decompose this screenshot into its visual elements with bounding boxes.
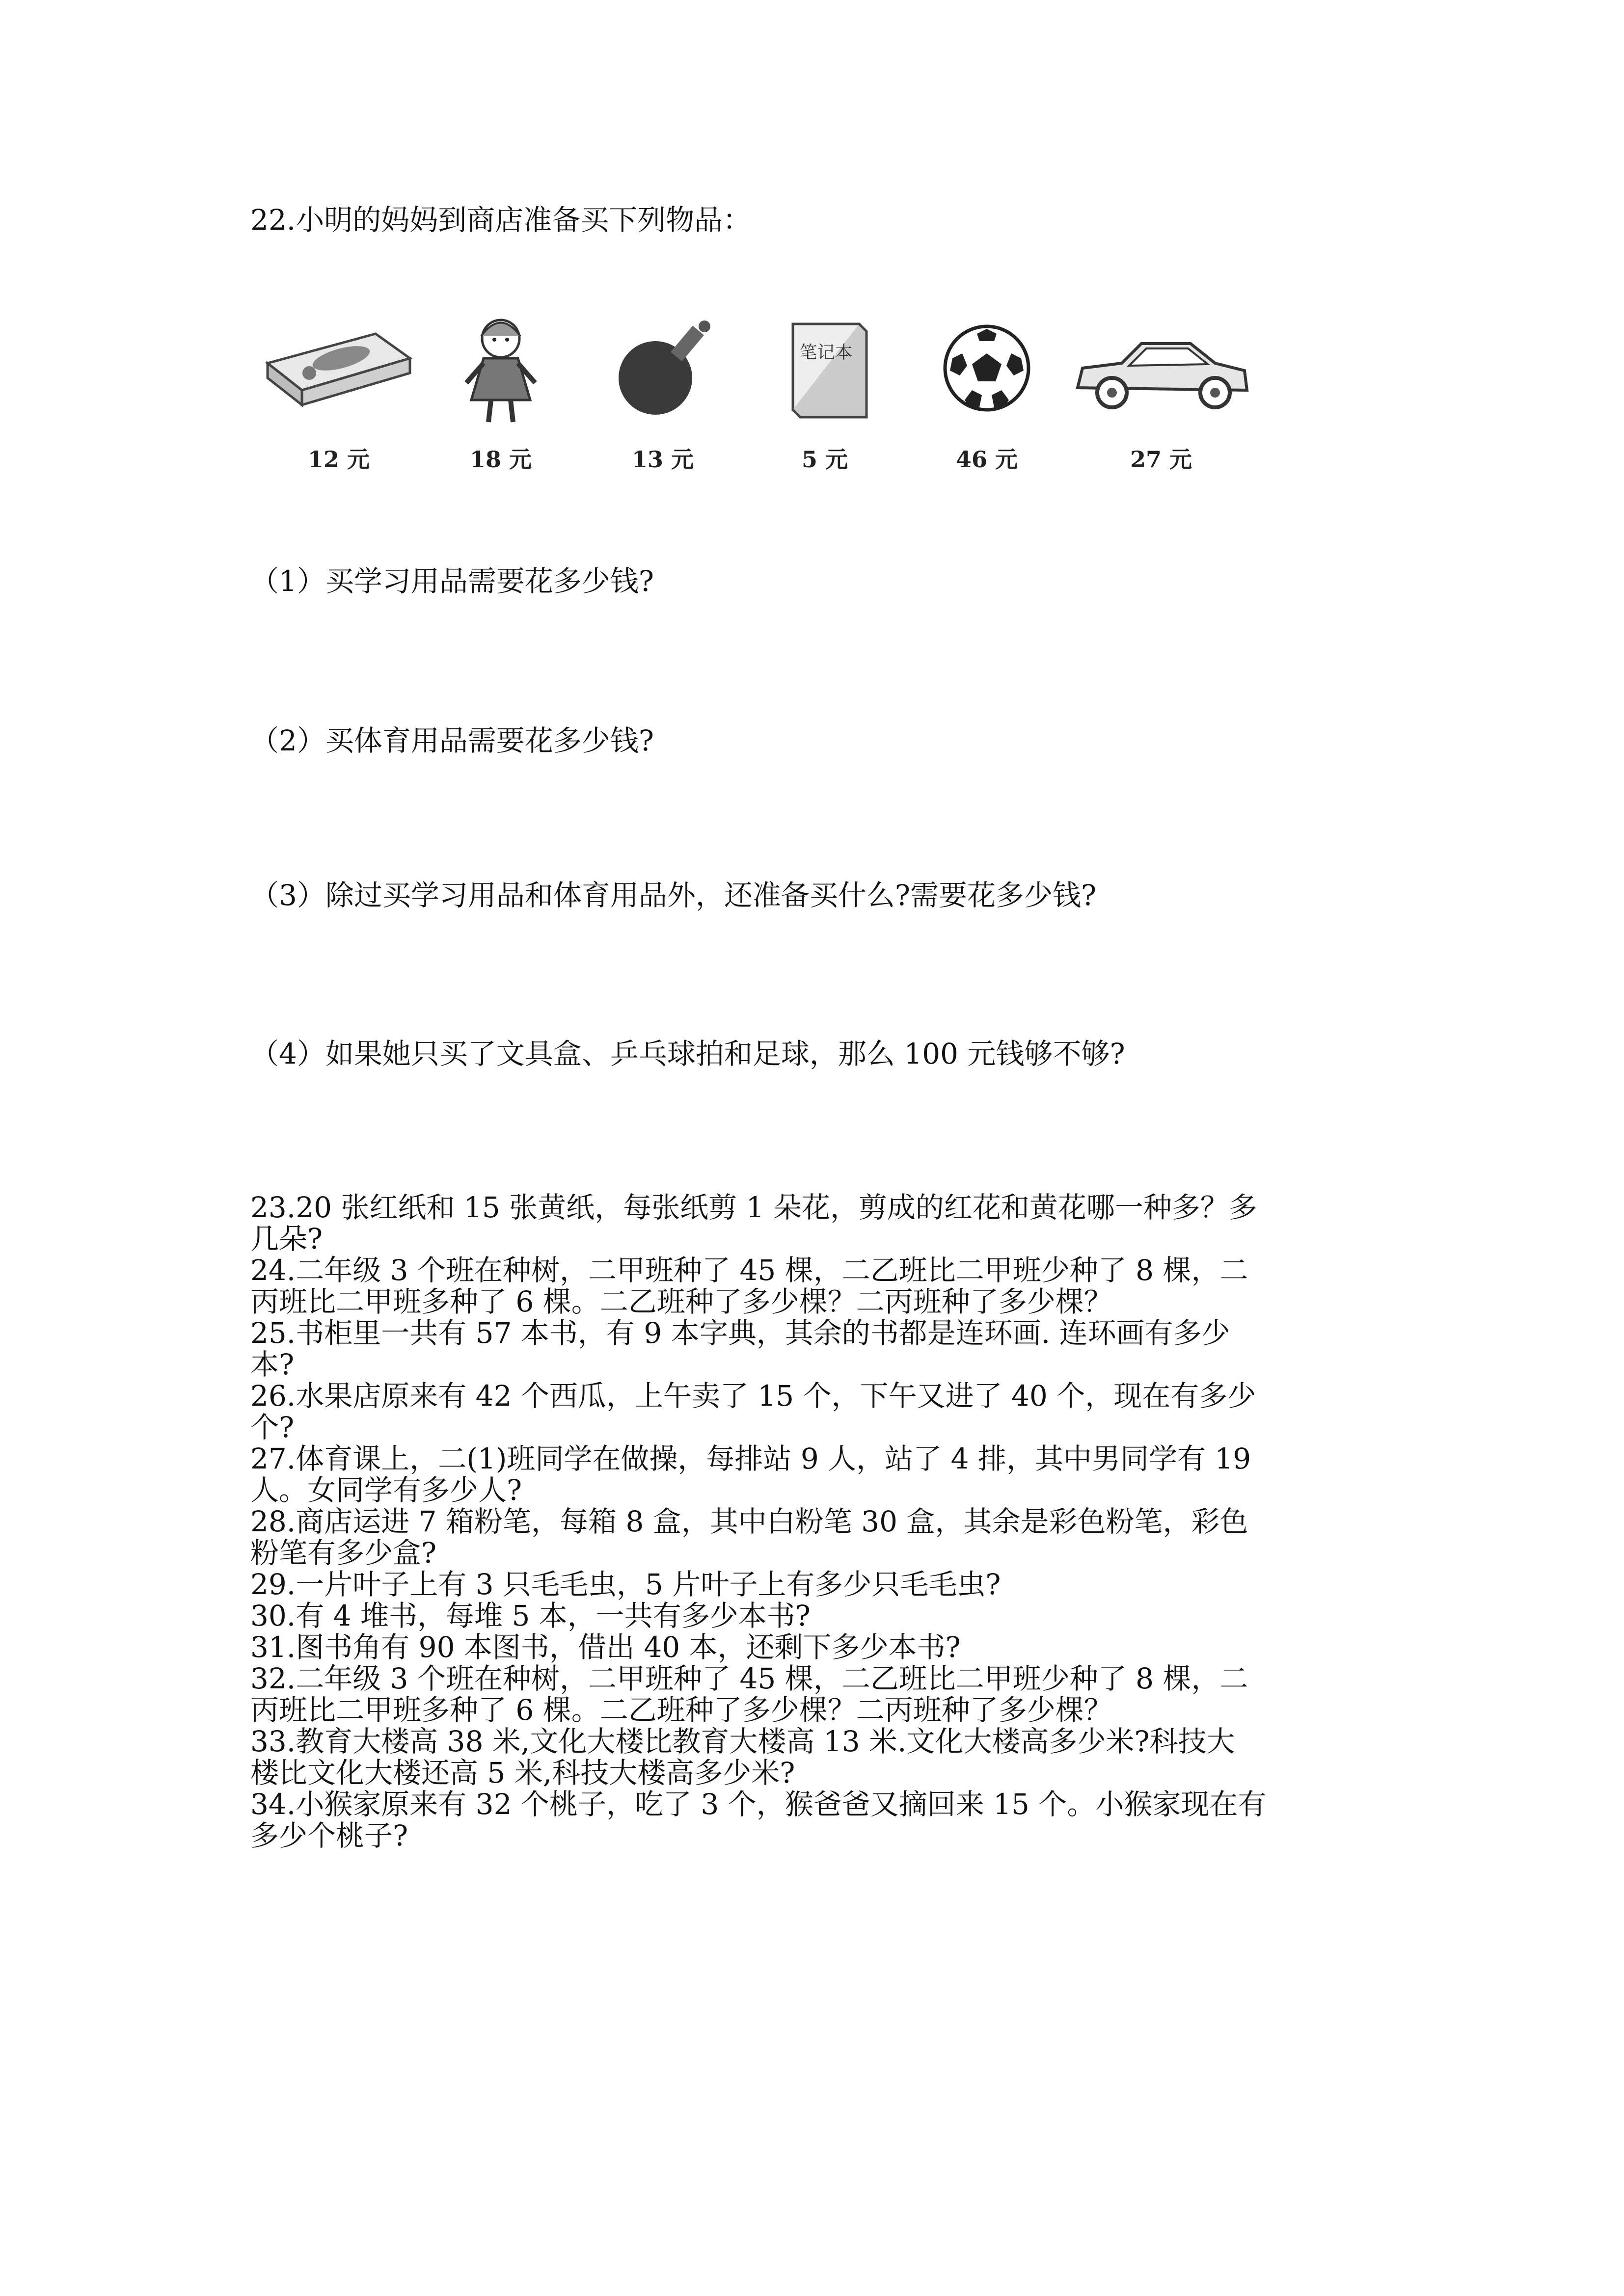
question-line: 26.水果店原来有 42 个西瓜，上午卖了 15 个，下午又进了 40 个，现在有多少: [250, 1379, 1256, 1413]
question-33: [250, 1726, 1394, 1789]
question-line: 24.二年级 3 个班在种树，二甲班种了 45 棵，二乙班比二甲班少种了 8 棵，二: [250, 1254, 1248, 1287]
notebook-cover-label: 笔记本: [799, 343, 853, 363]
item-pencil-case: [258, 304, 420, 481]
question-line: 人。女同学有多少人?: [250, 1473, 522, 1507]
item-price: 46 元: [955, 446, 1018, 473]
question-line: 楼比文化大楼还高 5 米,科技大楼高多少米?: [250, 1756, 795, 1789]
item-ping-pong-paddle: [582, 304, 744, 481]
question-28: [250, 1506, 1394, 1569]
doll-icon: [420, 304, 582, 432]
question-line: 31.图书角有 90 本图书，借出 40 本，还剩下多少本书?: [250, 1630, 961, 1664]
item-price: 27 元: [1130, 446, 1192, 473]
question-25: [250, 1317, 1394, 1380]
question-26: [250, 1380, 1394, 1443]
question-22-part-2: （2）买体育用品需要花多少钱?: [250, 724, 654, 757]
question-27: [250, 1443, 1394, 1506]
question-line: 27.体育课上，二(1)班同学在做操，每排站 9 人，站了 4 排，其中男同学有 19: [250, 1442, 1251, 1475]
item-toy-car: [1068, 304, 1254, 481]
question-line: 丙班比二甲班多种了 6 棵。二乙班种了多少棵？二丙班种了多少棵？: [250, 1285, 1112, 1318]
question-line: 本?: [250, 1348, 295, 1381]
question-line: 34.小猴家原来有 32 个桃子，吃了 3 个，猴爸爸又摘回来 15 个。小猴家现在有: [250, 1788, 1267, 1821]
question-line: 25.书柜里一共有 57 本书，有 9 本字典，其余的书都是连环画. 连环画有多少: [250, 1316, 1230, 1350]
question-22-title: 22.小明的妈妈到商店准备买下列物品：: [250, 203, 752, 237]
question-line: 粉笔有多少盒?: [250, 1536, 437, 1570]
question-line: 几朵?: [250, 1222, 323, 1255]
question-line: 33.教育大楼高 38 米,文化大楼比教育大楼高 13 米.文化大楼高多少米?科技大: [250, 1725, 1235, 1758]
item-doll: [420, 304, 582, 481]
item-price: 13 元: [631, 446, 694, 473]
shop-items-figure: [250, 304, 1232, 481]
question-34: [250, 1789, 1394, 1851]
question-30: [250, 1600, 1394, 1631]
question-line: 丙班比二甲班多种了 6 棵。二乙班种了多少棵？二丙班种了多少棵？: [250, 1693, 1112, 1727]
question-24: [250, 1255, 1394, 1317]
question-line: 多少个桃子?: [250, 1819, 408, 1852]
ping-pong-paddle-icon: [582, 304, 744, 432]
question-23: [250, 1192, 1394, 1255]
question-29: [250, 1569, 1394, 1600]
question-22-part-4: （4）如果她只买了文具盒、乒乓球拍和足球，那么 100 元钱够不够?: [250, 1037, 1125, 1070]
notebook-icon: [744, 304, 906, 432]
question-line: 29.一片叶子上有 3 只毛毛虫，5 片叶子上有多少只毛毛虫?: [250, 1568, 1001, 1601]
item-price: 18 元: [469, 446, 532, 473]
question-list: [250, 1192, 1394, 1851]
question-line: 32.二年级 3 个班在种树，二甲班种了 45 棵，二乙班比二甲班少种了 8 棵，二: [250, 1662, 1248, 1695]
item-price: 12 元: [307, 446, 370, 473]
question-22-part-3: （3）除过买学习用品和体育用品外，还准备买什么?需要花多少钱?: [250, 879, 1097, 912]
toy-car-icon: [1068, 304, 1254, 432]
pencil-case-icon: [258, 304, 420, 432]
item-soccer-ball: [906, 304, 1068, 481]
question-line: 个?: [250, 1411, 295, 1444]
question-31: [250, 1631, 1394, 1663]
question-line: 28.商店运进 7 箱粉笔，每箱 8 盒，其中白粉笔 30 盒，其余是彩色粉笔，彩色: [250, 1505, 1248, 1538]
question-line: 30.有 4 堆书，每堆 5 本，一共有多少本书?: [250, 1599, 811, 1632]
question-22-part-1: （1）买学习用品需要花多少钱?: [250, 564, 654, 598]
soccer-ball-icon: [906, 304, 1068, 432]
question-line: 23.20 张红纸和 15 张黄纸，每张纸剪 1 朵花，剪成的红花和黄花哪一种多？多: [250, 1191, 1257, 1224]
item-price: 5 元: [801, 446, 848, 473]
item-notebook: [744, 304, 906, 481]
question-32: [250, 1663, 1394, 1726]
